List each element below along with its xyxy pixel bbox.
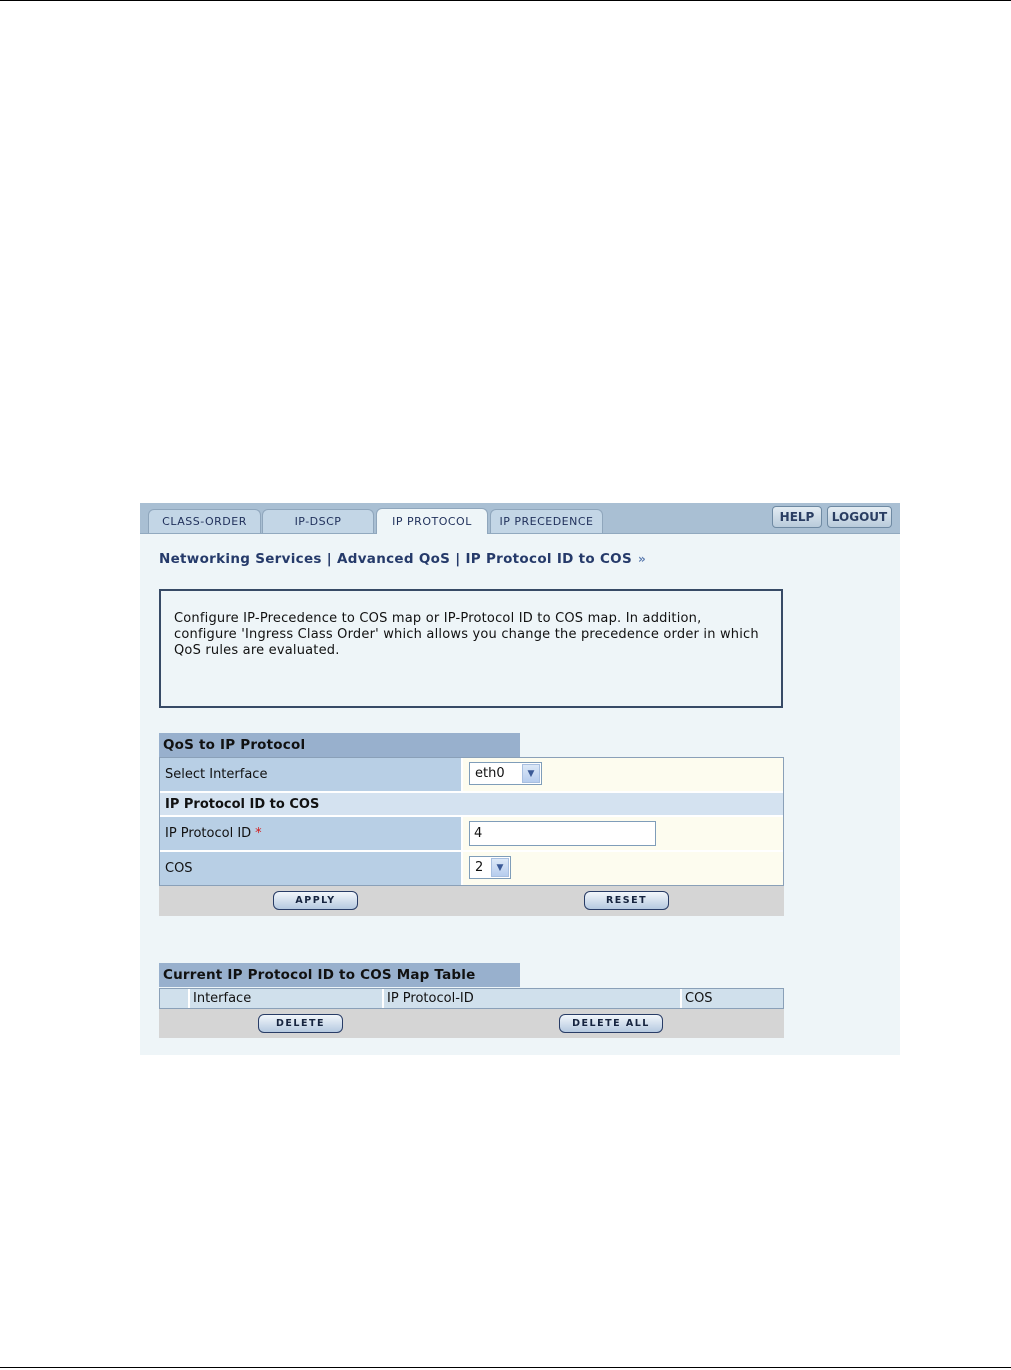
breadcrumb <box>159 551 646 567</box>
required-marker: * <box>255 826 262 841</box>
info-text: Configure IP-Precedence to COS map or IP-Protocol ID to COS map. In addition, configure 'Ingress Class Order' which allows you change the precedence order in which QoS rules are evaluated. <box>174 611 759 658</box>
delete-button[interactable]: DELETE <box>258 1014 343 1033</box>
qos-section-title: QoS to IP Protocol <box>159 733 520 757</box>
cos-cell <box>463 852 783 885</box>
help-button[interactable]: HELP <box>772 506 822 528</box>
ip-protocol-cos-subheading: IP Protocol ID to COS <box>160 793 783 817</box>
protocol-id-label: IP Protocol ID <box>165 826 252 841</box>
column-header-interface: Interface <box>190 989 384 1008</box>
breadcrumb-text: Networking Services | Advanced QoS | IP Protocol ID to COS <box>159 551 632 567</box>
chevron-down-icon[interactable]: ▼ <box>522 764 540 783</box>
delete-all-button[interactable]: DELETE ALL <box>559 1014 663 1033</box>
cos-select[interactable] <box>469 856 511 879</box>
tab-bar <box>140 503 900 534</box>
tab-ip-dscp[interactable]: IP-DSCP <box>262 509 374 533</box>
breadcrumb-arrow-icon: » <box>637 552 647 566</box>
interface-select-value: eth0 <box>475 766 505 781</box>
reset-button[interactable]: RESET <box>584 891 669 910</box>
form-button-bar <box>159 886 784 916</box>
column-header-cos: COS <box>685 991 713 1006</box>
select-interface-cell <box>463 758 783 791</box>
map-table-header <box>159 988 784 1009</box>
column-header-ip-protocol-id: IP Protocol-ID <box>384 989 682 1008</box>
cos-label: COS <box>160 852 463 885</box>
info-box <box>159 589 783 708</box>
chevron-down-icon[interactable]: ▼ <box>491 858 509 877</box>
protocol-id-input[interactable] <box>469 821 656 846</box>
qos-form-table <box>159 757 784 886</box>
app-window <box>140 503 900 1055</box>
protocol-id-row <box>160 817 783 852</box>
apply-button[interactable]: APPLY <box>273 891 358 910</box>
tab-ip-protocol[interactable]: IP PROTOCOL <box>376 508 488 534</box>
page-bottom-rule <box>0 1367 1011 1368</box>
select-interface-row <box>160 758 783 793</box>
page-top-rule <box>0 0 1011 1</box>
select-column-header <box>160 989 190 1008</box>
cos-select-value: 2 <box>475 860 484 875</box>
interface-select[interactable] <box>469 762 542 785</box>
protocol-id-label-cell <box>160 817 463 850</box>
tab-class-order[interactable]: CLASS-ORDER <box>148 509 261 533</box>
logout-button[interactable]: LOGOUT <box>827 506 892 528</box>
protocol-id-cell <box>463 817 783 850</box>
cos-row <box>160 852 783 885</box>
map-table-title: Current IP Protocol ID to COS Map Table <box>159 963 520 987</box>
select-interface-label: Select Interface <box>160 758 463 791</box>
tab-ip-precedence[interactable]: IP PRECEDENCE <box>490 509 603 533</box>
table-button-bar <box>159 1009 784 1038</box>
